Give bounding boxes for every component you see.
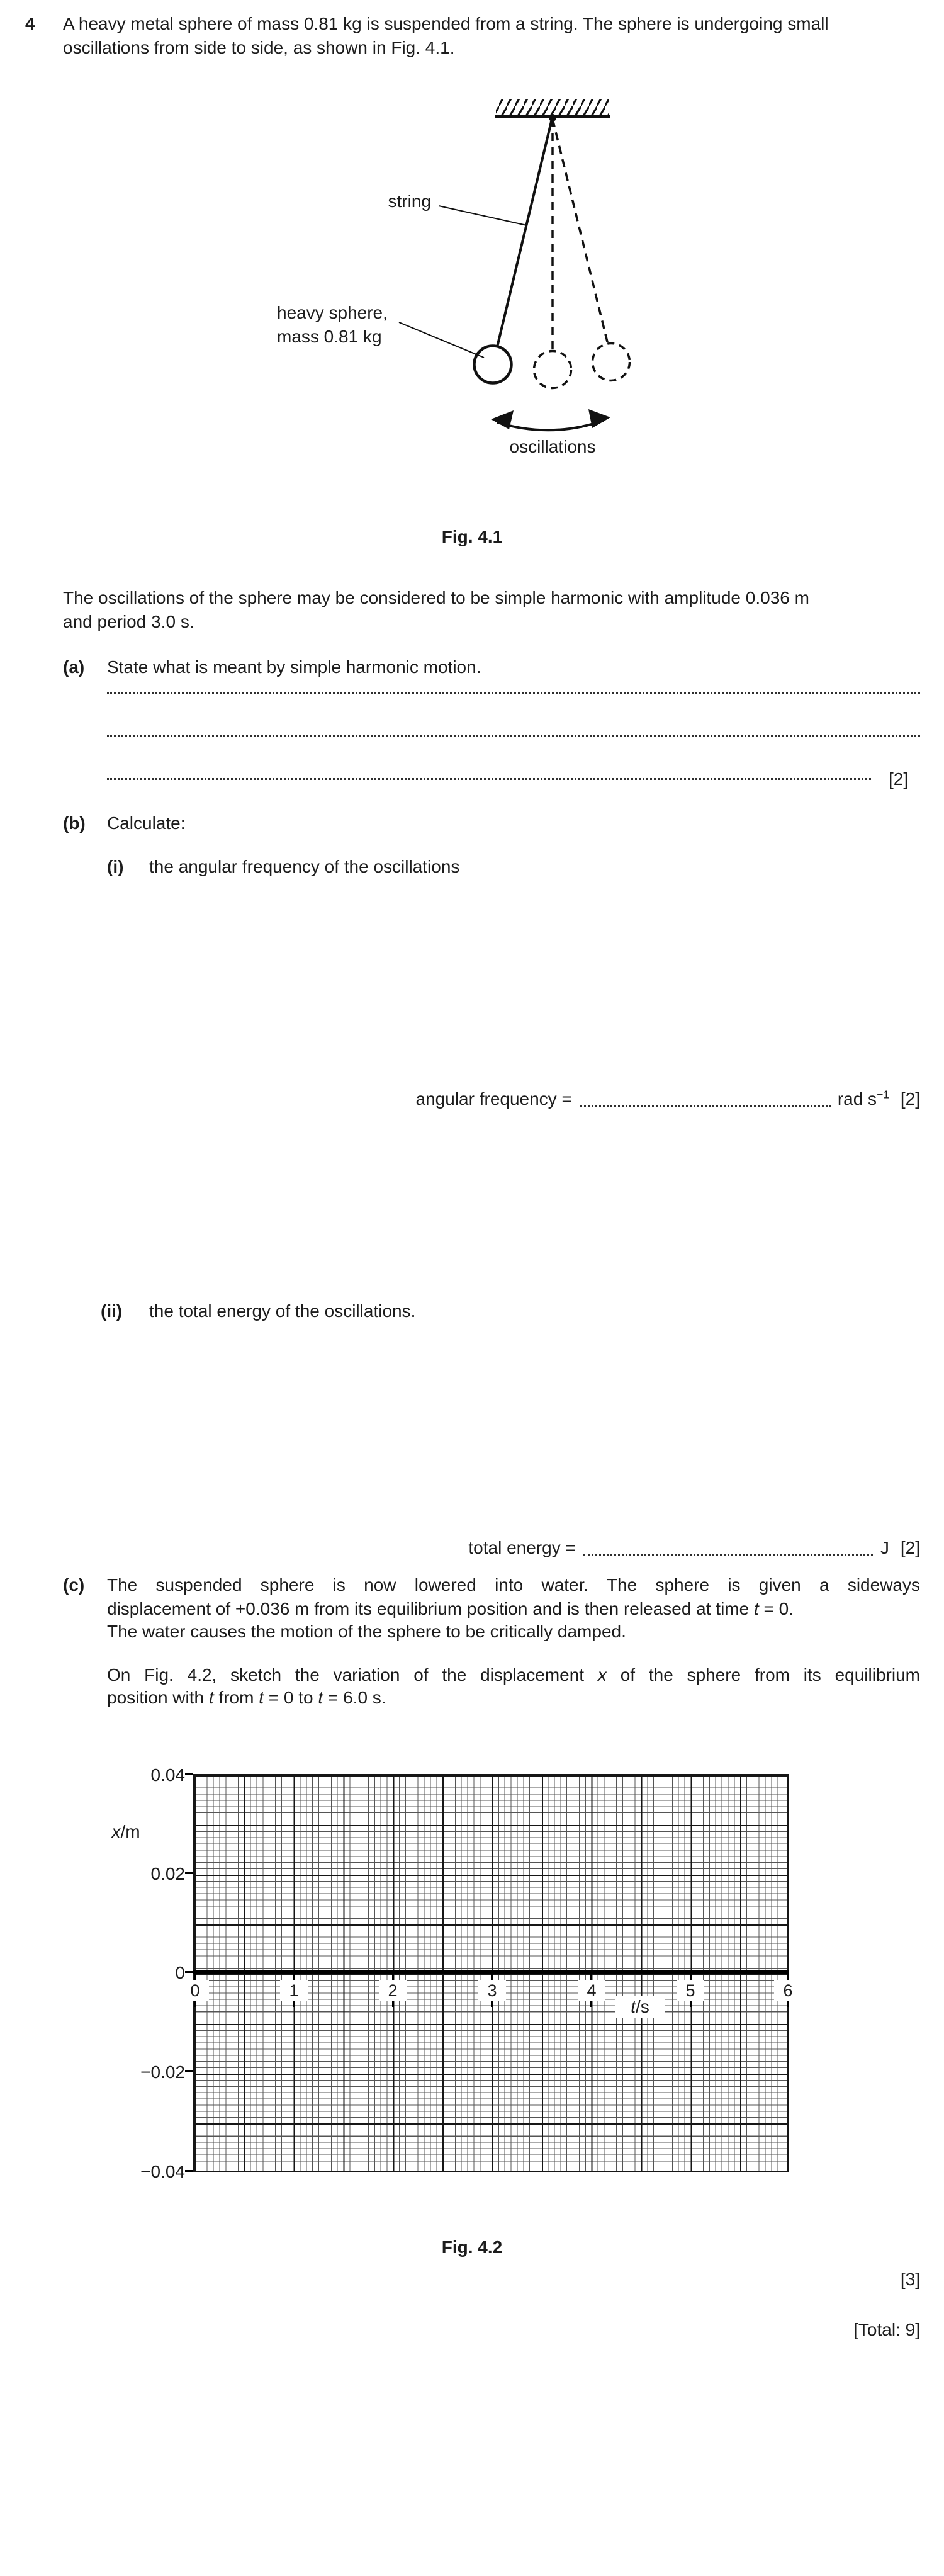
question-intro-line-2: oscillations from side to side, as shown in Fig. 4.1. [63,38,455,57]
part-b-i-marks: [2] [900,1089,920,1109]
x-axis-tick [194,1974,196,1980]
sphere-label-line-1: heavy sphere, [277,303,388,322]
unit-exponent: −1 [877,1088,889,1101]
y-axis-label: x/m [111,1822,140,1841]
answer-dotted-line-3 [107,778,871,780]
total-energy-unit: J [880,1538,889,1557]
variable-t: t [259,1688,264,1707]
figure2-caption: Fig. 4.2 [441,2237,503,2257]
x-axis-tick [590,1974,592,1980]
variable-x: x [597,1665,607,1685]
sketch-grid[interactable] [190,1774,793,2172]
x-axis-tick [690,1974,692,1980]
x-axis-tick [392,2001,394,2007]
answer-dotted-line-2 [107,735,920,737]
angular-frequency-answer-prefix: angular frequency = [415,1089,572,1109]
question-intro-line-1: A heavy metal sphere of mass 0.81 kg is suspended from a string. The sphere is undergoing small [63,14,829,33]
y-axis-tick [185,1773,193,1775]
variable-t: t [318,1688,323,1707]
variable-t: t [753,1599,759,1618]
string-solid [497,119,552,347]
part-a-prompt: State what is meant by simple harmonic motion. [107,657,481,677]
angular-frequency-dotted-line [580,1105,831,1107]
description-line-1: The oscillations of the sphere may be considered to be simple harmonic with amplitude 0.036 m [63,588,809,607]
x-axis-tick [787,1974,789,1980]
x-tick-label: 6 [774,1980,802,2001]
string-label-leader-line [439,206,527,225]
part-b-ii-label: (ii) [101,1301,123,1321]
sphere-label-leader-line [399,322,484,358]
part-b-ii-prompt: the total energy of the oscillations. [149,1301,416,1321]
part-c-marks: [3] [900,2269,920,2289]
y-tick-label: −0.02 [140,2062,185,2082]
x-tick-label: 1 [280,1980,308,2001]
y-axis-tick [185,2170,193,2172]
ceiling-hatch [496,99,609,115]
x-tick-label: 5 [677,1980,704,2001]
y-axis-tick [185,2070,193,2072]
total-marks: [Total: 9] [853,2320,920,2339]
x-axis-tick [690,2001,692,2007]
angular-frequency-answer-line [107,1087,920,1111]
total-energy-dotted-line [583,1554,873,1556]
part-c-line-5: position with t from t = 0 to t = 6.0 s. [107,1688,386,1707]
x-axis-tick [392,1974,394,1980]
answer-dotted-line-1 [107,692,920,694]
part-c-label: (c) [63,1575,85,1595]
total-energy-answer-line [107,1536,920,1560]
part-b-label: (b) [63,813,86,833]
x-axis-tick [787,2001,789,2007]
part-c-line-3: The water causes the motion of the sphere to be critically damped. [107,1622,626,1641]
part-a-label: (a) [63,657,85,677]
part-c-line-2: displacement of +0.036 m from its equilibrium position and is then released at time t = 0. [107,1599,794,1618]
figure1-caption: Fig. 4.1 [441,527,503,546]
x-axis-label: t/s [615,1996,665,2018]
x-axis-tick [491,1974,493,1980]
sphere-dashed-middle [534,351,571,388]
pendulum-figure [264,94,642,472]
oscillation-arc [497,421,604,430]
oscillations-label: oscillations [509,437,596,456]
y-tick-label: 0 [175,1963,185,1982]
string-label: string [388,191,431,211]
arc-arrowhead-right [588,409,610,428]
y-axis-tick [185,1971,193,1973]
sphere-label-line-2: mass 0.81 kg [277,327,382,346]
description-line-2: and period 3.0 s. [63,612,194,631]
y-tick-label: 0.02 [150,1864,185,1884]
x-axis-tick [590,2001,592,2007]
string-dashed-right [553,119,608,344]
x-tick-label: 3 [478,1980,506,2001]
x-axis-tick [491,2001,493,2007]
x-axis-tick [293,1974,295,1980]
x-axis-tick [293,2001,295,2007]
variable-t: t [208,1688,214,1707]
total-energy-answer-prefix: total energy = [468,1538,576,1557]
x-tick-label: 2 [379,1980,407,2001]
part-b-prompt: Calculate: [107,813,186,833]
sphere-solid [475,346,512,383]
x-tick-label: 4 [578,1980,605,2001]
y-tick-label: −0.04 [140,2162,185,2181]
y-tick-label: 0.04 [150,1765,185,1785]
part-b-i-label: (i) [107,857,124,876]
question-number: 4 [25,14,35,33]
part-b-ii-marks: [2] [900,1538,920,1557]
angular-frequency-unit: rad $s^{-1}$ [837,1088,889,1109]
part-c-line-4: On Fig. 4.2, sketch the variation of the displacement x of the sphere from its equilibrium [107,1665,920,1685]
part-b-i-prompt: the angular frequency of the oscillations [149,857,460,876]
y-axis-tick [185,1872,193,1874]
x-tick-label: 0 [181,1980,209,2001]
x-axis-tick [194,2001,196,2007]
part-c-line-1: The suspended sphere is now lowered into water. The sphere is given a sideways [107,1575,920,1595]
part-a-marks: [2] [889,769,909,789]
sphere-dashed-right [593,344,630,381]
